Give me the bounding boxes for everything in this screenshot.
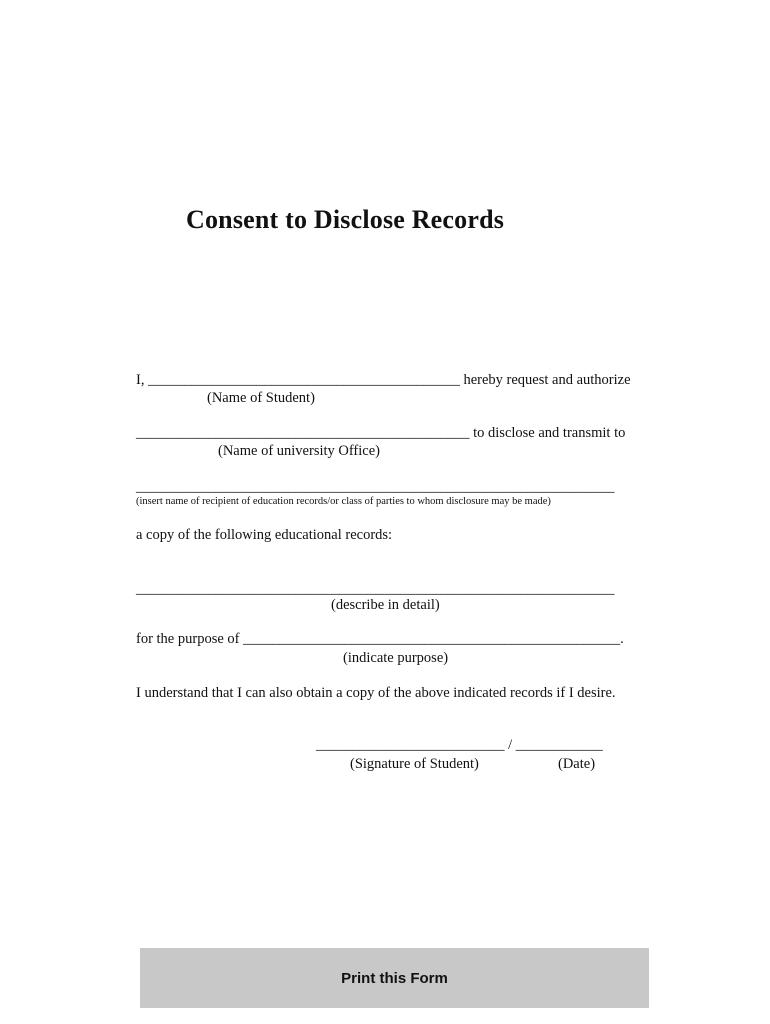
describe-label: (describe in detail) <box>331 597 440 613</box>
print-form-button[interactable]: Print this Form <box>140 948 649 1008</box>
purpose-label: (indicate purpose) <box>343 650 449 666</box>
student-name-line[interactable]: I, ___________________________________________ hereby request and authorize <box>136 372 631 388</box>
records-intro-text: a copy of the following educational records: <box>136 527 393 543</box>
office-name-label: (Name of university Office) <box>218 443 380 459</box>
student-name-label: (Name of Student) <box>207 390 315 406</box>
form-title: Consent to Disclose Records <box>186 205 505 234</box>
understanding-statement: I understand that I can also obtain a copy of the above indicated records if I desire. <box>136 685 616 701</box>
recipient-label: (insert name of recipient of education records/or class of parties to whom disclosure may be made) <box>136 496 551 507</box>
signature-date-line[interactable]: __________________________ / ____________ <box>316 737 603 753</box>
records-description-line[interactable]: __________________________________________________________________ <box>136 581 615 597</box>
signature-label: (Signature of Student) <box>350 756 479 772</box>
office-name-line[interactable]: ______________________________________________ to disclose and transmit to <box>136 425 626 441</box>
purpose-line[interactable]: for the purpose of ____________________________________________________. <box>136 631 624 647</box>
recipient-line[interactable]: __________________________________________________________________ <box>136 479 615 495</box>
date-label: (Date) <box>558 756 596 772</box>
